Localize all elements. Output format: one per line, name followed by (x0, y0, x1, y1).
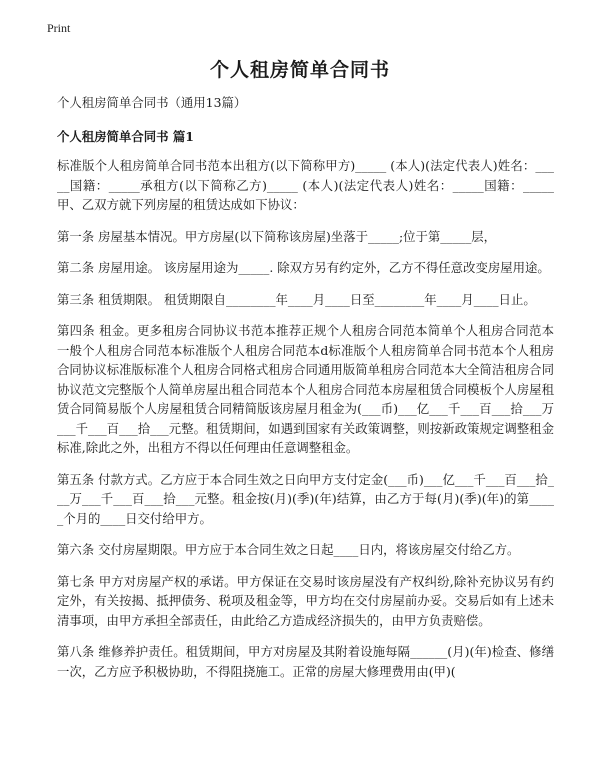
paragraph-article-6: 第六条 交付房屋期限。甲方应于本合同生效之日起____日内，将该房屋交付给乙方。 (57, 542, 520, 557)
print-label: Print (47, 21, 71, 35)
document-body (57, 93, 554, 693)
paragraph-article-7: 第七条 甲方对房屋产权的承诺。甲方保证在交易时该房屋没有产权纠纷,除补充协议另有约定外，有关按揭、抵押债务、税项及租金等，甲方均在交付房屋前办妥。交易后如有上述未清事项，由甲方承担全部责任，由此给乙方造成经济损失的，由甲方负责赔偿。 (57, 573, 554, 628)
paragraph-preamble: 标准版个人租房简单合同书范本出租方(以下简称甲方)_____ (本人)(法定代表人)姓名：_____国籍：_____承租方(以下简称乙方)_____ (本人)(法定代表人)姓名：_____国籍：_____甲、乙双方就下列房屋的租赁达成如下协议： (57, 158, 554, 212)
paragraph-article-4: 第四条 租金。更多租房合同协议书范本推荐正规个人租房合同范本简单个人租房合同范本一般个人租房合同范本标准版个人租房合同范本d标准版个人租房简单合同书范本个人租房合同协议标准版标准个人租房合同格式租房合同通用版简单租房合同范本大全简洁租房合同协议范文完整版个人简单房屋出租合同范本个人租房合同范本房屋租赁合同模板个人房屋租赁合同简易版个人房屋租赁合同精简版该房屋月租金为(___币)___亿___千___百___拾___万___千___百___拾___元整。租赁期间，如遇到国家有关政策调整，则按新政策规定调整租金标准,除此之外，出租方不得以任何理由任意调整租金。 (57, 323, 554, 455)
paragraph-article-1: 第一条 房屋基本情况。甲方房屋(以下简称该房屋)坐落于_____;位于第_____层， (57, 228, 497, 244)
paragraph-article-8: 第八条 维修养护责任。租赁期间，甲方对房屋及其附着设施每隔______(月)(年)检查、修缮一次，乙方应予积极协助，不得阻挠施工。正常的房屋大修理费用由(甲)( (57, 644, 554, 679)
document-subtitle: 个人租房简单合同书（通用13篇） (57, 95, 247, 110)
section-heading: 个人租房简单合同书 篇1 (57, 128, 194, 144)
page-title: 个人租房简单合同书 (209, 59, 390, 81)
paragraph-article-3: 第三条 租赁期限。 租赁期限自________年____月____日至________年____月____日止。 (57, 291, 536, 307)
paragraph-article-5: 第五条 付款方式。乙方应于本合同生效之日向甲方支付定金(___币)___亿___千___百___拾___万___千___百___拾___元整。租金按(月)(季)(年)结算，由乙方于每(月)(季)(年)的第_____个月的____日交付给甲方。 (57, 471, 554, 526)
paragraph-article-2: 第二条 房屋用途。 该房屋用途为_____. 除双方另有约定外，乙方不得任意改变房屋用途。 (57, 260, 550, 275)
